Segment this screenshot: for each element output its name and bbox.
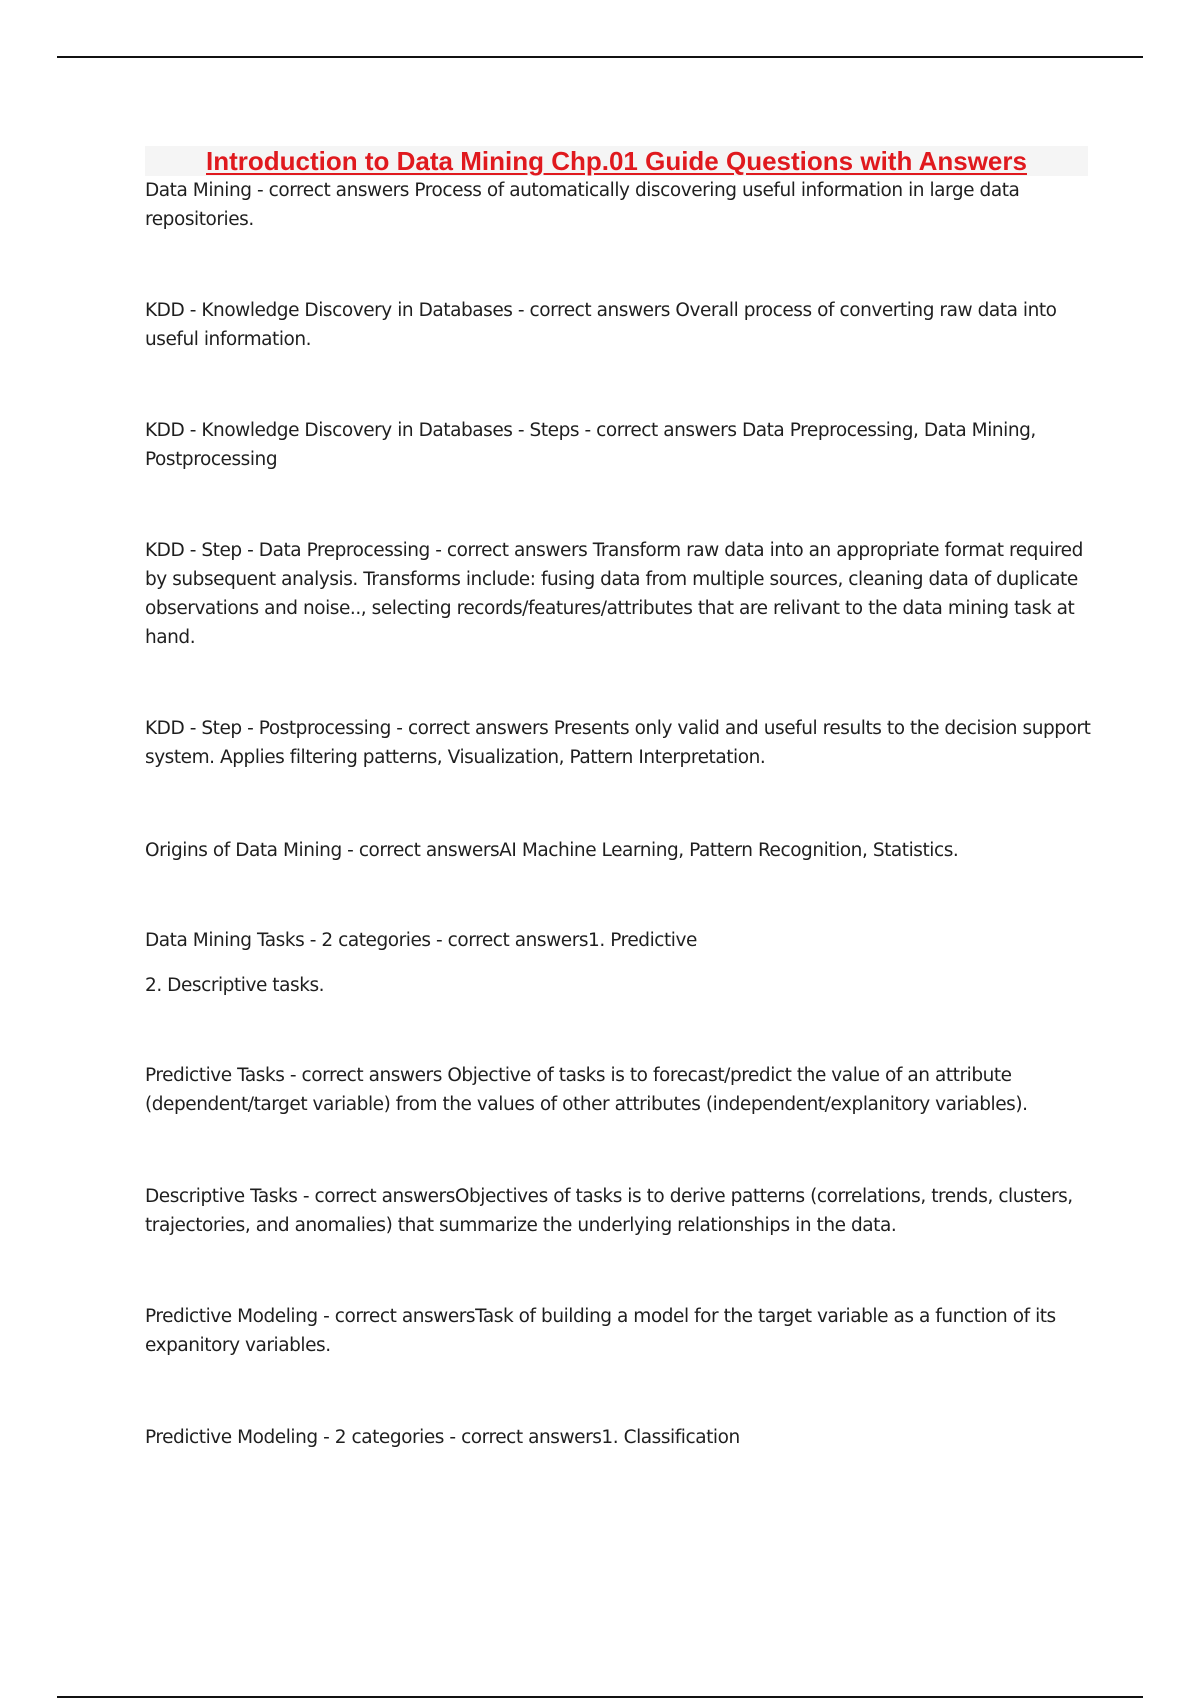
entry-kdd-preprocessing: KDD - Step - Data Preprocessing - correct answers Transform raw data into an appropriate format required by subsequent analysis. Transforms include: fusing data from multiple sources, cleaning data of duplicate observations and noise.., selecting records/features/attributes that are relivant to the data mining task at hand. <box>145 540 1083 648</box>
entry-predictive-tasks: Predictive Tasks - correct answers Objective of tasks is to forecast/predict the value of an attribute (dependent/target variable) from the values of other attributes (independent/explanitory variables). <box>145 1065 1028 1115</box>
entry-tasks-categories: Data Mining Tasks - 2 categories - correct answers1. Predictive <box>145 930 697 951</box>
bottom-rule <box>57 1696 1143 1698</box>
entry-kdd-postprocessing: KDD - Step - Postprocessing - correct answers Presents only valid and useful results to the decision support system. Applies filtering patterns, Visualization, Pattern Interpretation. <box>145 718 1091 768</box>
entry-data-mining: Data Mining - correct answers Process of automatically discovering useful information in large data repositories. <box>145 180 1020 230</box>
entry-origins: Origins of Data Mining - correct answersAI Machine Learning, Pattern Recognition, Statistics. <box>145 840 959 861</box>
entry-descriptive-item: 2. Descriptive tasks. <box>145 975 325 996</box>
entry-kdd-steps: KDD - Knowledge Discovery in Databases - Steps - correct answers Data Preprocessing, Data Mining, Postprocessing <box>145 420 1036 470</box>
entry-descriptive-tasks: Descriptive Tasks - correct answersObjectives of tasks is to derive patterns (correlations, trends, clusters, trajectories, and anomalies) that summarize the underlying relationships in the data. <box>145 1186 1073 1236</box>
entry-kdd: KDD - Knowledge Discovery in Databases - correct answers Overall process of converting raw data into useful information. <box>145 300 1057 350</box>
entry-predictive-modeling: Predictive Modeling - correct answersTask of building a model for the target variable as a function of its expanitory variables. <box>145 1306 1056 1356</box>
entry-modeling-categories: Predictive Modeling - 2 categories - correct answers1. Classification <box>145 1427 740 1448</box>
top-rule <box>57 56 1143 58</box>
document-title: Introduction to Data Mining Chp.01 Guide Questions with Answers <box>206 146 1027 176</box>
